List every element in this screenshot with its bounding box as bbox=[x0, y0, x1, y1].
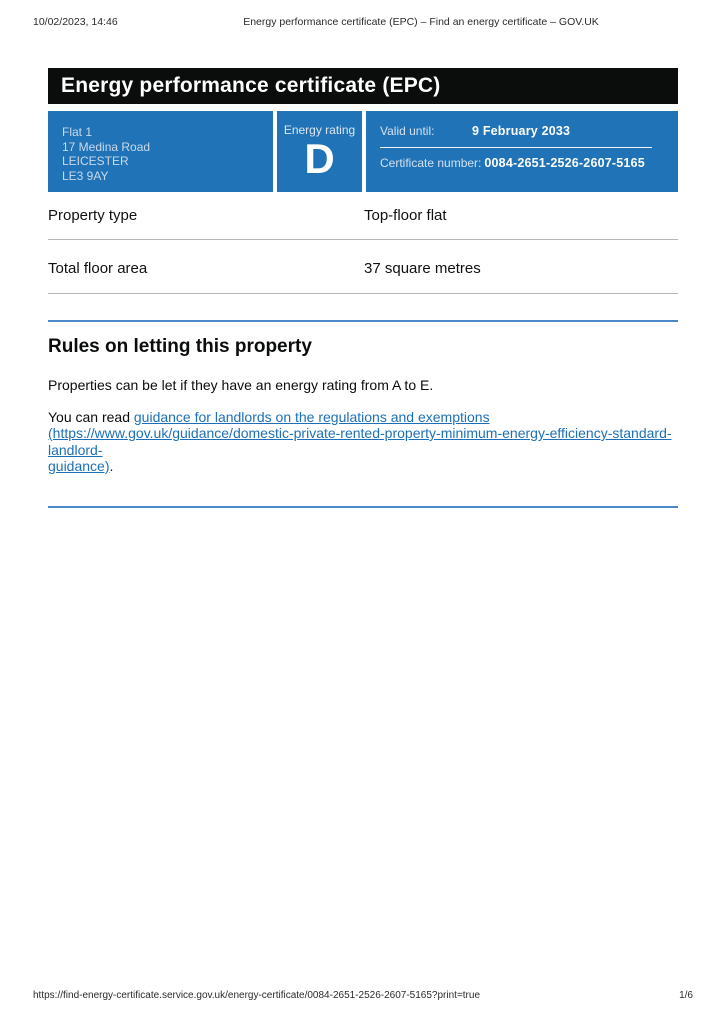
rules-section-heading: Rules on letting this property bbox=[48, 336, 312, 357]
section-divider-top bbox=[48, 320, 678, 322]
letting-rules-paragraph: Properties can be let if they have an energy rating from A to E. bbox=[48, 377, 434, 393]
landlord-guidance-link[interactable] bbox=[48, 409, 672, 475]
certificate-number-row bbox=[380, 156, 664, 170]
guidance-link-text: guidance for landlords on the regulations and exemptions bbox=[133, 408, 490, 425]
section-divider-bottom bbox=[48, 506, 678, 508]
epc-title-banner: Energy performance certificate (EPC) bbox=[48, 68, 678, 104]
print-footer bbox=[33, 990, 693, 1001]
guidance-link-url-line: (https://www.gov.uk/guidance/domestic-private-rented-property-minimum-energy-efficiency-standard-landlord- bbox=[48, 425, 672, 458]
address-line-1: Flat 1 bbox=[62, 125, 93, 139]
guidance-paragraph-suffix: . bbox=[109, 458, 114, 474]
print-datetime: 10/02/2023, 14:46 bbox=[33, 16, 118, 28]
guidance-paragraph bbox=[48, 409, 678, 475]
guidance-link-url-end: guidance) bbox=[48, 458, 110, 474]
address-line-2: 17 Medina Road bbox=[62, 139, 151, 154]
valid-until-date: 9 February 2033 bbox=[472, 124, 571, 138]
certificate-summary-box bbox=[48, 111, 678, 192]
energy-rating-value: D bbox=[304, 135, 335, 182]
property-type-value: Top-floor flat bbox=[364, 207, 447, 224]
table-row-property-type bbox=[48, 193, 678, 240]
certificate-content bbox=[0, 0, 726, 508]
property-summary-table bbox=[48, 193, 678, 294]
table-row-floor-area bbox=[48, 240, 678, 294]
floor-area-label: Total floor area bbox=[48, 260, 148, 277]
address-line-4: LE3 9AY bbox=[62, 168, 109, 183]
property-type-label: Property type bbox=[48, 207, 138, 224]
print-header bbox=[0, 16, 726, 30]
print-page-indicator: 1/6 bbox=[679, 990, 693, 1001]
energy-rating-label: Energy rating bbox=[283, 123, 356, 137]
print-footer-url: https://find-energy-certificate.service.gov.uk/energy-certificate/0084-2651-2526-2607-5165?print=true bbox=[33, 990, 481, 1001]
property-address-panel bbox=[48, 111, 273, 192]
validity-divider bbox=[380, 147, 652, 148]
valid-until-label: Valid until: bbox=[380, 124, 435, 138]
floor-area-value: 37 square metres bbox=[364, 260, 481, 277]
energy-rating-panel bbox=[277, 111, 362, 192]
address-line-3: LEICESTER bbox=[62, 154, 129, 169]
certificate-number-label: Certificate number: bbox=[380, 156, 482, 170]
print-page-title: Energy performance certificate (EPC) – Find an energy certificate – GOV.UK bbox=[243, 16, 599, 28]
valid-until-row bbox=[380, 124, 664, 138]
certificate-number-value: 0084-2651-2526-2607-5165 bbox=[484, 156, 645, 170]
guidance-paragraph-prefix: You can read bbox=[48, 408, 134, 425]
validity-panel bbox=[366, 111, 678, 192]
